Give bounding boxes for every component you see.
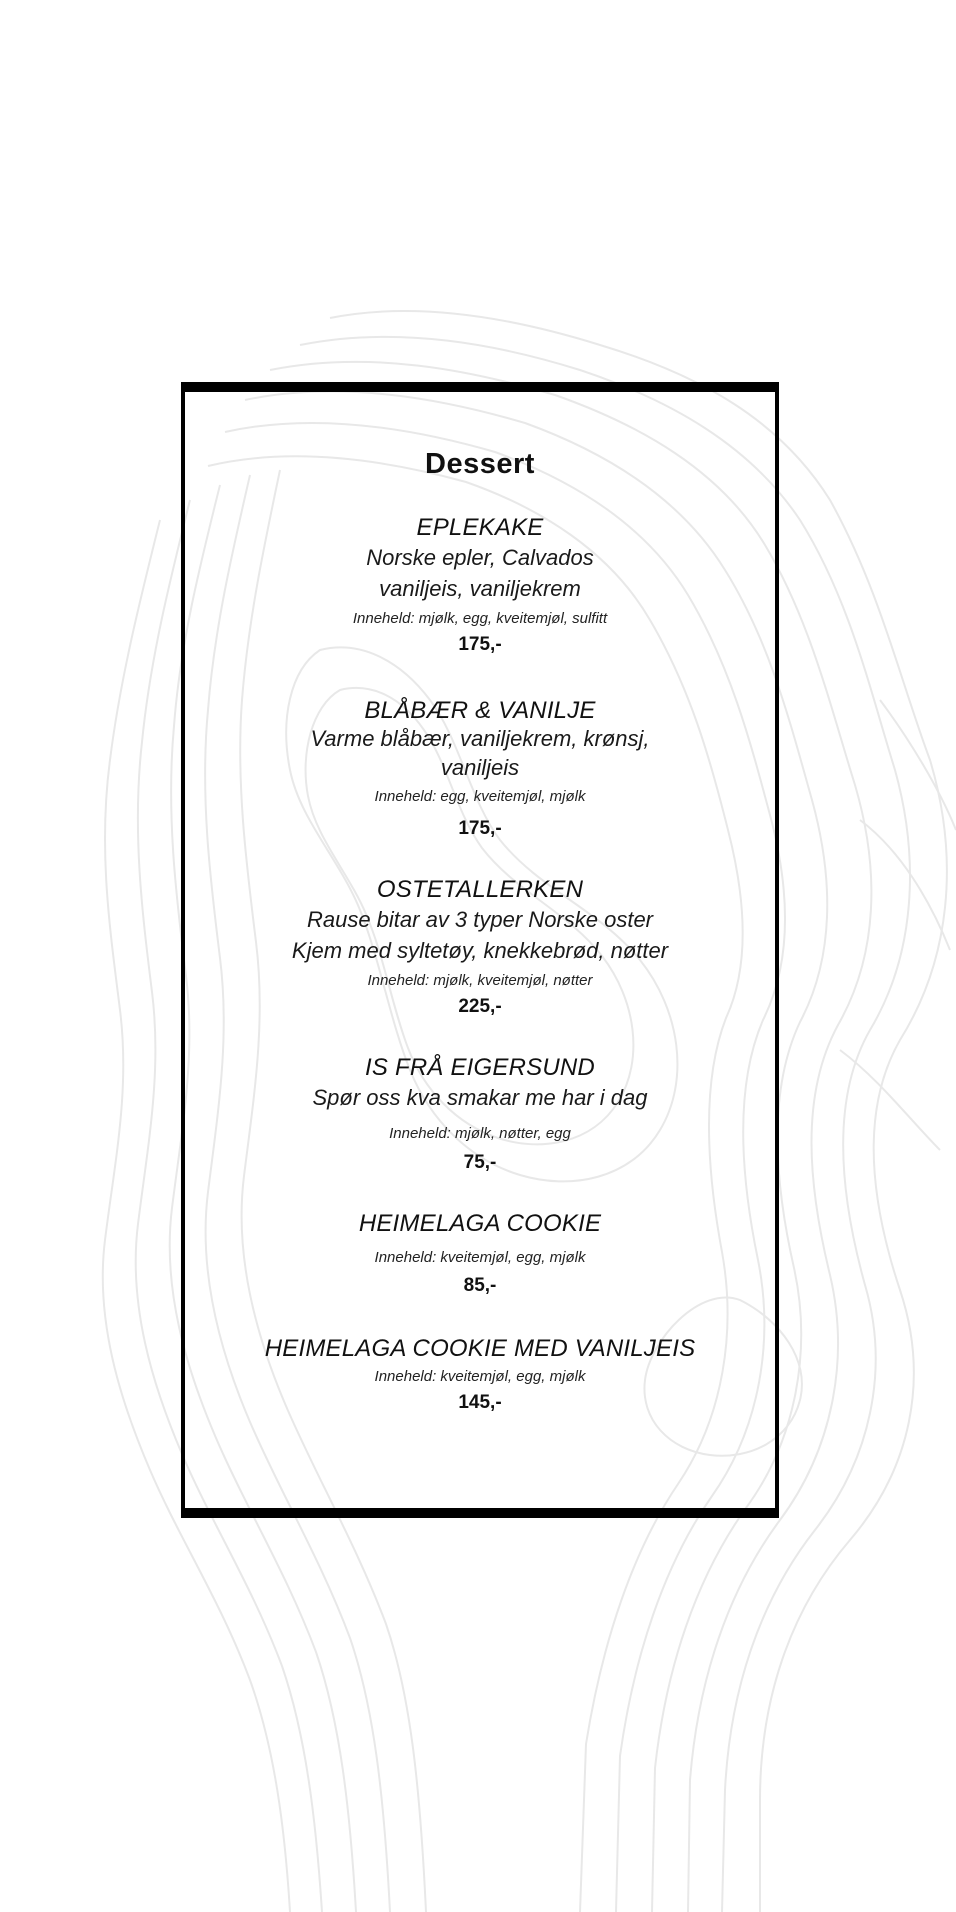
dish-name: IS FRÅ EIGERSUND: [365, 1054, 595, 1081]
dish-allergens: Inneheld: egg, kveitemjøl, mjølk: [374, 788, 586, 805]
dish-description-line: vaniljeis: [440, 755, 520, 780]
dish-price: 75,-: [463, 1152, 497, 1173]
dish-name: BLÅBÆR & VANILJE: [364, 697, 596, 724]
dish-description-line: Rause bitar av 3 typer Norske oster: [306, 907, 654, 932]
dish-name: HEIMELAGA COOKIE: [358, 1210, 602, 1237]
dish-price: 175,-: [458, 818, 502, 839]
dish-allergens: Inneheld: mjølk, egg, kveitemjøl, sulfitt: [352, 610, 608, 627]
dish-price: 85,-: [463, 1275, 497, 1296]
menu-card: [181, 382, 779, 1518]
dish-allergens: Inneheld: kveitemjøl, egg, mjølk: [374, 1368, 586, 1385]
menu-title: Dessert: [425, 448, 535, 480]
dish-name: HEIMELAGA COOKIE MED VANILJEIS: [264, 1335, 696, 1362]
dish-description-line: Spør oss kva smakar me har i dag: [312, 1085, 648, 1110]
dish-description-line: Varme blåbær, vaniljekrem, krønsj,: [310, 726, 650, 751]
dish-price: 225,-: [458, 996, 502, 1017]
dish-description-line: Kjem med syltetøy, knekkebrød, nøtter: [291, 938, 669, 963]
dish-name: OSTETALLERKEN: [376, 876, 584, 903]
dish-description-line: Norske epler, Calvados: [366, 545, 594, 570]
dish-description-line: vaniljeis, vaniljekrem: [379, 576, 581, 601]
dish-price: 175,-: [458, 634, 502, 655]
dish-price: 145,-: [458, 1392, 502, 1413]
dish-name: EPLEKAKE: [416, 514, 544, 541]
dish-allergens: Inneheld: mjølk, kveitemjøl, nøtter: [367, 972, 593, 989]
dish-allergens: Inneheld: mjølk, nøtter, egg: [389, 1125, 571, 1142]
dish-allergens: Inneheld: kveitemjøl, egg, mjølk: [374, 1249, 586, 1266]
